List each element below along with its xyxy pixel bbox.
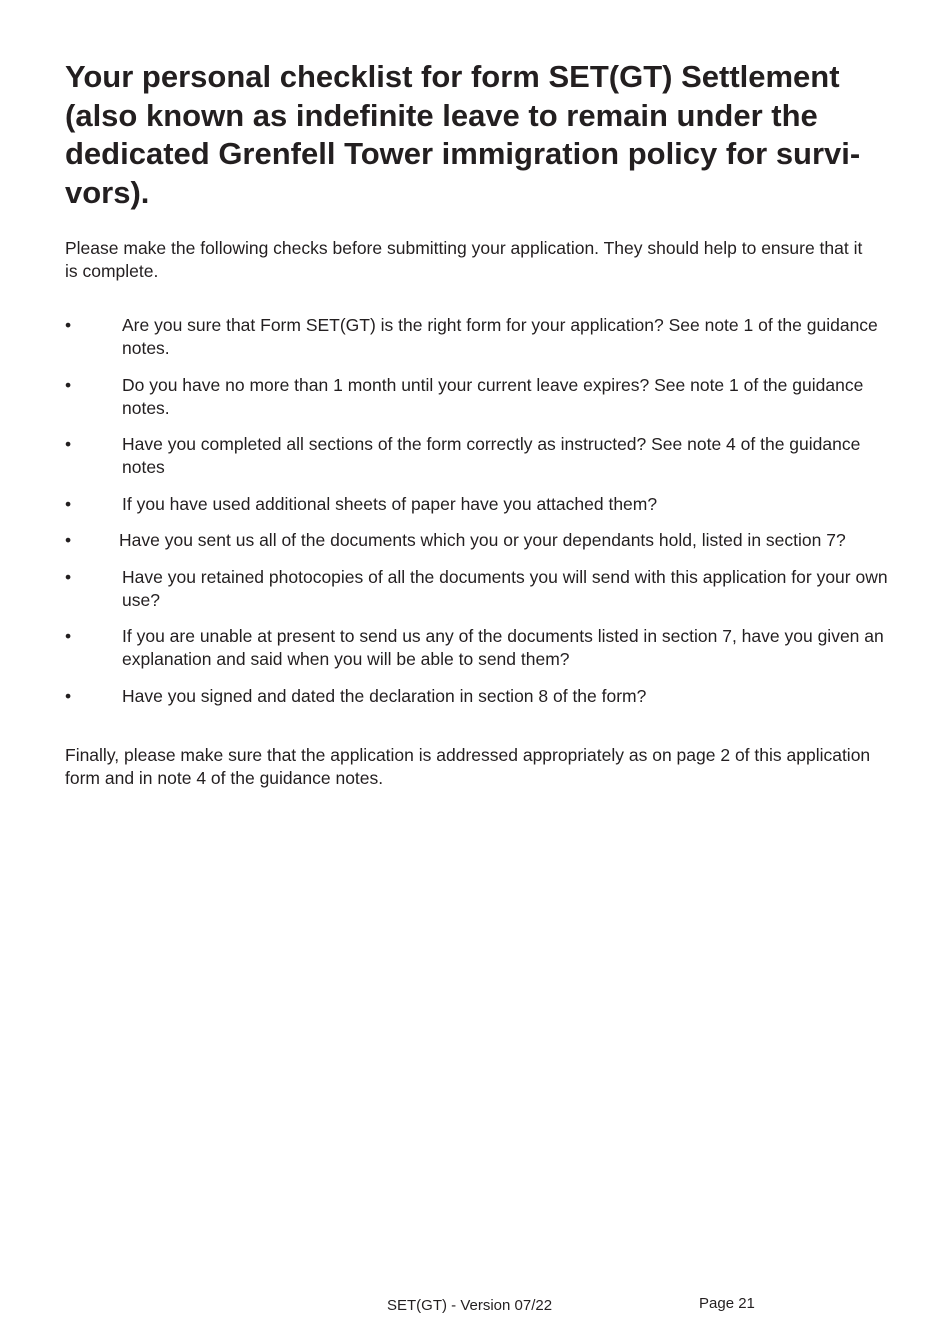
checklist-item-text: If you have used additional sheets of paper have you attached them? <box>122 493 658 514</box>
checklist-item <box>65 625 895 671</box>
bullet-icon: • <box>65 566 72 587</box>
bullet-icon: • <box>65 493 72 514</box>
bullet-icon: • <box>65 374 72 395</box>
bullet-icon: • <box>65 315 72 335</box>
page-number: Page 21 <box>699 1295 755 1312</box>
checklist-item <box>65 685 895 708</box>
checklist-item-text: Have you retained photocopies of all the documents you will send with this application for your own use? <box>122 566 888 610</box>
bullet-icon: • <box>65 434 72 454</box>
bullet-icon: • <box>65 626 72 646</box>
closing-paragraph: Finally, please make sure that the application is addressed appropriately as on page 2 of this application form and in note 4 of the guidance notes. <box>65 745 871 788</box>
checklist-item-text: Have you signed and dated the declaration in section 8 of the form? <box>122 685 647 706</box>
checklist-item-text: Are you sure that Form SET(GT) is the right form for your application? See note 1 of the guidance notes. <box>122 315 878 358</box>
bullet-icon: • <box>65 530 72 550</box>
checklist <box>65 314 895 721</box>
page-title: Your personal checklist for form SET(GT) Settlement (also known as indefinite leave to remain under the dedicated Grenfell Tower immigration policy for survi-vors). <box>65 59 861 210</box>
checklist-item <box>65 314 895 360</box>
checklist-item-text: Do you have no more than 1 month until your current leave expires? See note 1 of the guidance notes. <box>122 374 864 418</box>
checklist-item <box>65 566 895 612</box>
checklist-item-text: If you are unable at present to send us any of the documents listed in section 7, have you given an explanation and said when you will be able to send them? <box>122 626 884 669</box>
checklist-item-text: Have you sent us all of the documents which you or your dependants hold, listed in section 7? <box>119 530 846 550</box>
footer-version: SET(GT) - Version 07/22 <box>387 1297 553 1314</box>
checklist-item <box>65 433 895 479</box>
checklist-item <box>65 374 895 420</box>
checklist-item <box>65 529 895 552</box>
bullet-icon: • <box>65 685 72 706</box>
checklist-item <box>65 493 895 516</box>
intro-paragraph: Please make the following checks before submitting your application. They should help to ensure that it is complete. <box>65 238 863 281</box>
checklist-item-text: Have you completed all sections of the form correctly as instructed? See note 4 of the guidance notes <box>122 434 861 477</box>
